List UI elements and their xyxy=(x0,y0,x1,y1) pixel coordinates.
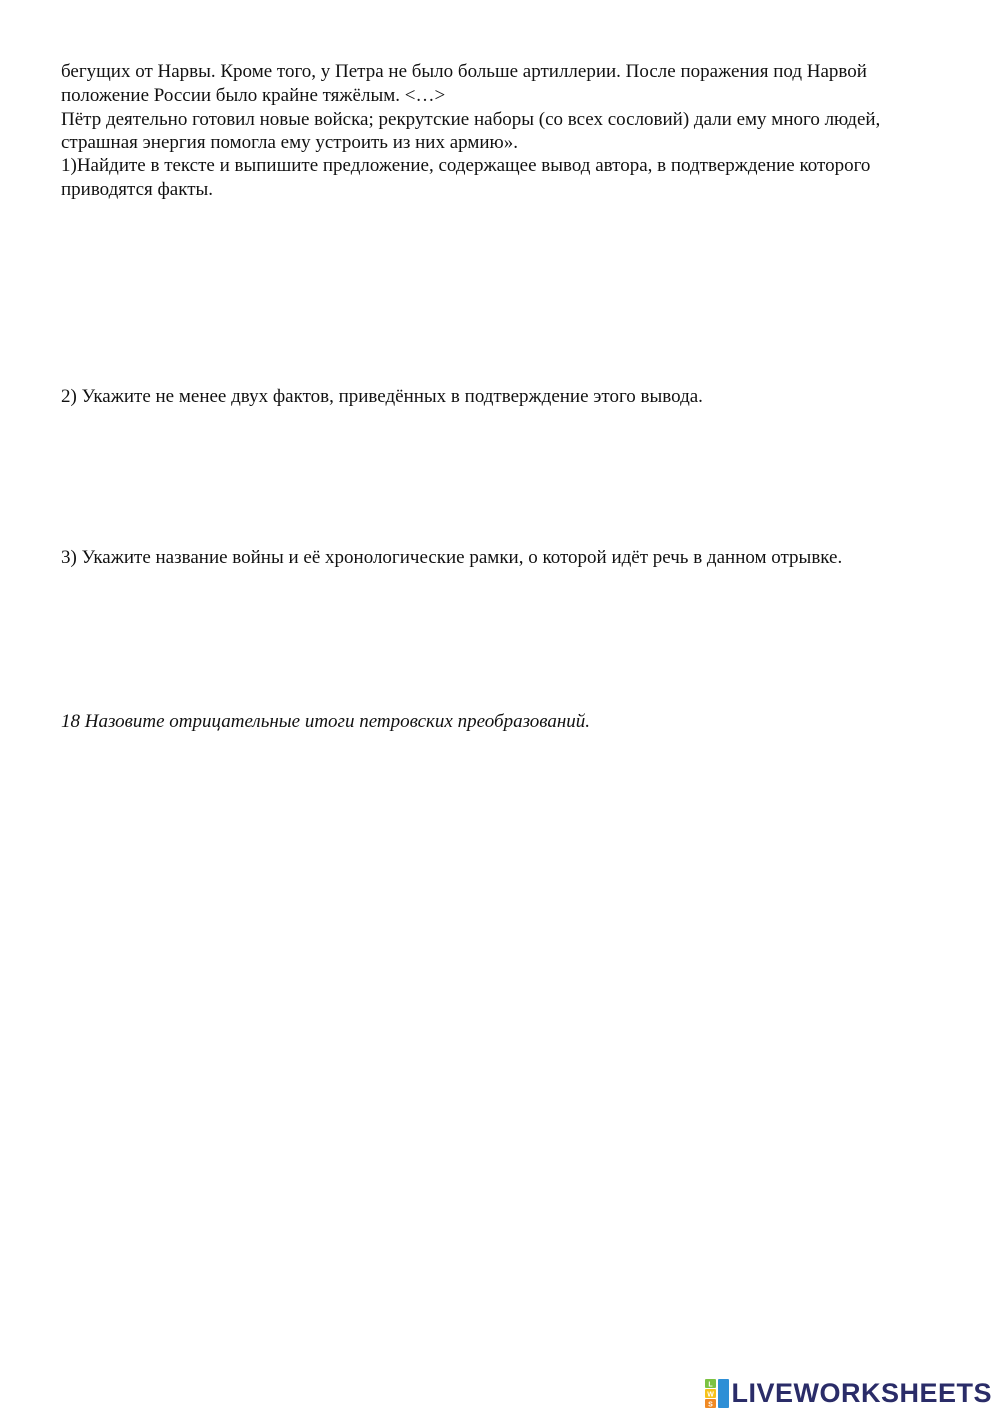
logo-letter-l: L xyxy=(708,1381,714,1389)
passage-line-4: страшная энергия помогла ему устроить из них армию». xyxy=(61,132,519,153)
question-2: 2) Укажите не менее двух фактов, приведённых в подтверждение этого вывода. xyxy=(61,386,703,407)
logo-letter-s: S xyxy=(708,1401,714,1408)
question-3: 3) Укажите название войны и её хронологические рамки, о которой идёт речь в данном отрывке. xyxy=(61,547,843,568)
liveworksheets-brand-text: LIVEWORKSHEETS xyxy=(731,1377,992,1408)
passage-line-1: бегущих от Нарвы. Кроме того, у Петра не было больше артиллерии. После поражения под Нарвой xyxy=(61,61,867,82)
liveworksheets-logo[interactable] xyxy=(705,1378,992,1408)
passage-line-3: Пётр деятельно готовил новые войска; рекрутские наборы (со всех сословий) дали ему много людей, xyxy=(61,109,881,130)
question-1-line-2: приводятся факты. xyxy=(61,179,214,200)
question-18: 18 Назовите отрицательные итоги петровских преобразований. xyxy=(61,711,591,732)
logo-letter-w: W xyxy=(707,1391,715,1399)
passage-line-2: положение России было крайне тяжёлым. <…> xyxy=(61,85,446,106)
liveworksheets-logo-icon xyxy=(705,1378,729,1408)
question-1-line-1: 1)Найдите в тексте и выпишите предложение, содержащее вывод автора, в подтверждение которого xyxy=(61,155,871,176)
